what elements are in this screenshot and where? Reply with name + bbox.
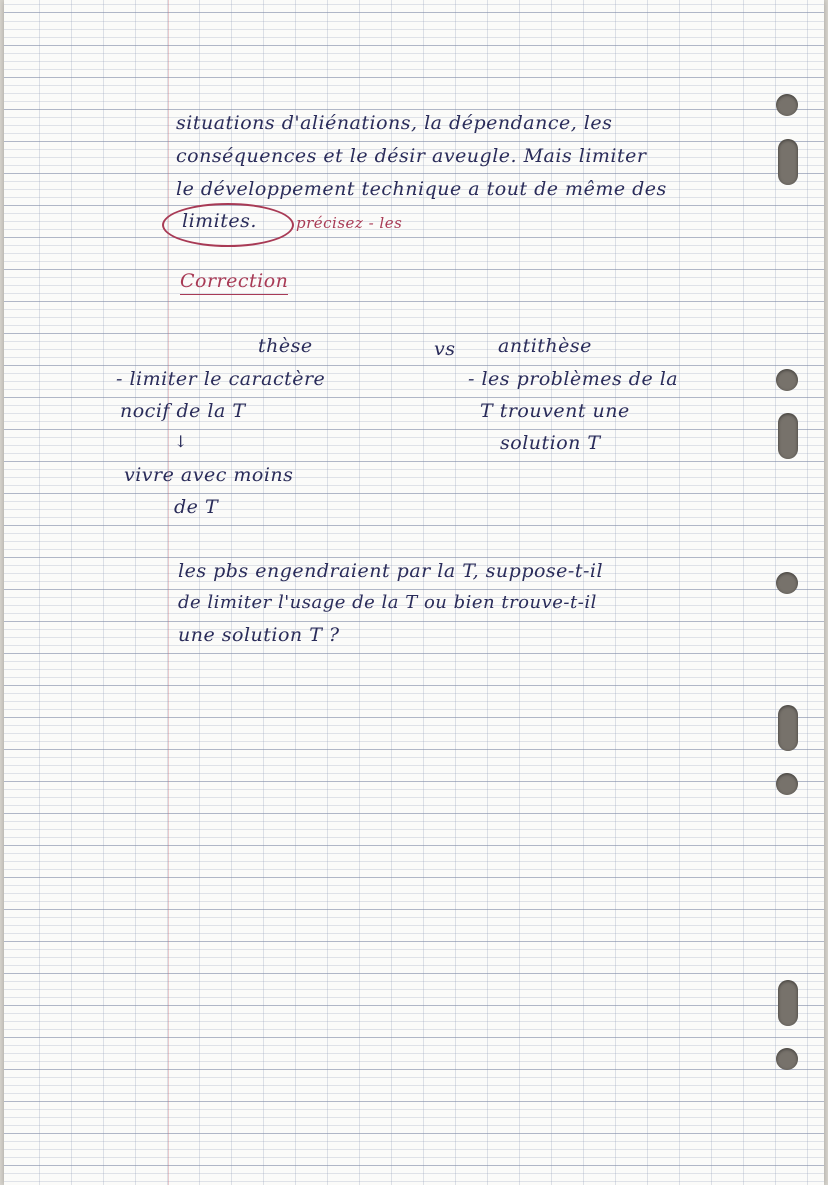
binder-hole bbox=[776, 1048, 798, 1070]
antithese-line-2: T trouvent une bbox=[480, 400, 630, 422]
antithese-line-3: solution T bbox=[500, 432, 601, 454]
question-line-3: une solution T ? bbox=[178, 624, 340, 646]
these-line-2: nocif de la T bbox=[120, 400, 246, 422]
notebook-page bbox=[4, 0, 824, 1185]
paragraph-line-1: situations d'aliénations, la dépendance, les bbox=[176, 112, 613, 134]
these-line-3: vivre avec moins bbox=[124, 464, 294, 486]
binder-hole bbox=[778, 413, 798, 459]
correction-heading-wrap bbox=[180, 270, 288, 292]
teacher-annotation: précisez - les bbox=[296, 214, 403, 232]
paragraph-line-2: conséquences et le désir aveugle. Mais limiter bbox=[176, 145, 647, 167]
paragraph-line-3: le développement technique a tout de même des bbox=[176, 178, 667, 200]
antithese-line-1: - les problèmes de la bbox=[468, 368, 679, 390]
question-line-1: les pbs engendraient par la T, suppose-t-il bbox=[178, 560, 604, 582]
binder-hole bbox=[776, 773, 798, 795]
binder-hole bbox=[776, 572, 798, 594]
these-line-1: - limiter le caractère bbox=[116, 368, 326, 390]
these-title: thèse bbox=[258, 335, 313, 357]
vs-label: vs bbox=[434, 338, 456, 360]
these-line-4: de T bbox=[174, 496, 219, 518]
down-arrow-icon: ↓ bbox=[174, 432, 188, 451]
margin-line bbox=[168, 0, 169, 1185]
circled-word: limites. bbox=[182, 210, 257, 232]
correction-heading: Correction bbox=[180, 270, 288, 295]
antithese-title: antithèse bbox=[498, 335, 592, 357]
binder-hole bbox=[778, 139, 798, 185]
binder-hole bbox=[776, 369, 798, 391]
binder-hole bbox=[776, 94, 798, 116]
binder-hole bbox=[778, 980, 798, 1026]
binder-hole bbox=[778, 705, 798, 751]
question-line-2: de limiter l'usage de la T ou bien trouve-t-il bbox=[178, 592, 597, 613]
